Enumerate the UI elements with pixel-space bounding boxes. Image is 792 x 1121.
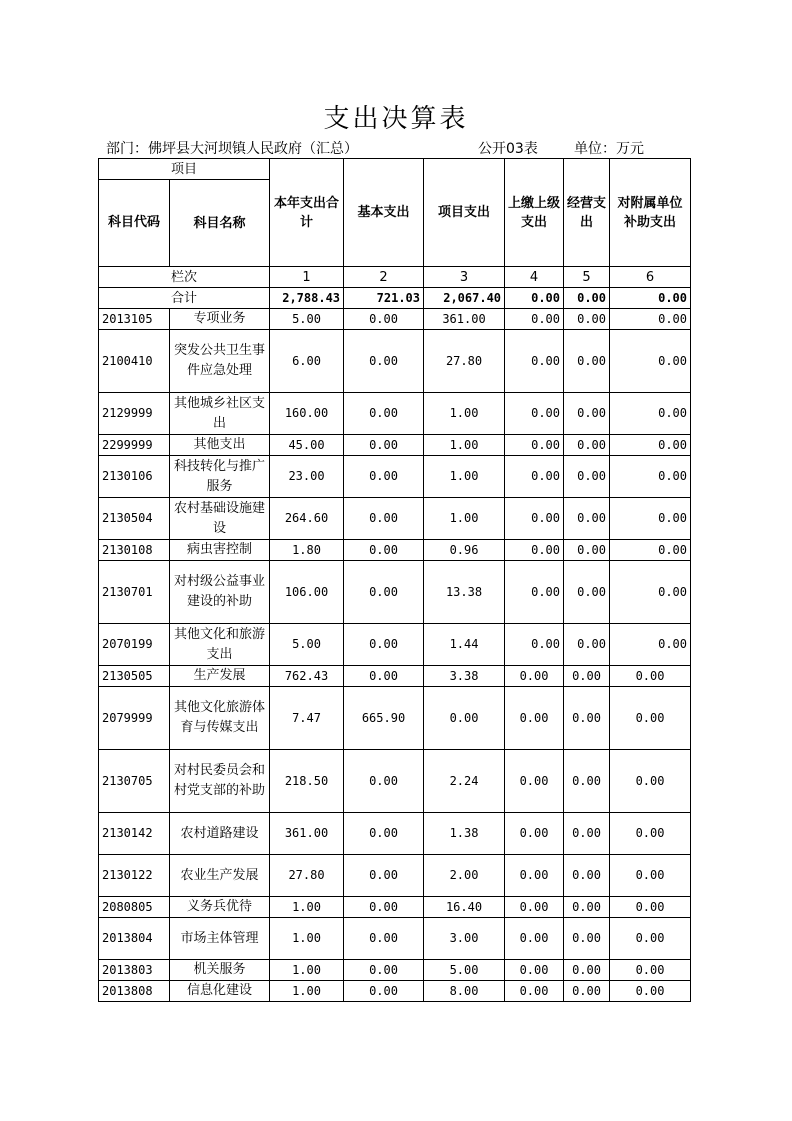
value-cell: 160.00 xyxy=(270,393,344,435)
value-cell: 1.00 xyxy=(270,918,344,960)
value-cell: 0.00 xyxy=(344,561,424,624)
value-cell: 1.00 xyxy=(424,498,505,540)
total-value: 2,067.40 xyxy=(424,288,505,309)
subject-name: 对村民委员会和村党支部的补助 xyxy=(170,750,270,813)
value-cell: 0.00 xyxy=(564,687,610,750)
subject-code: 2070199 xyxy=(99,624,170,666)
subject-name: 义务兵优待 xyxy=(170,897,270,918)
subject-code: 2013803 xyxy=(99,960,170,981)
value-cell: 0.00 xyxy=(610,687,691,750)
index-row xyxy=(99,267,691,288)
subject-code: 2130122 xyxy=(99,855,170,897)
value-cell: 0.00 xyxy=(564,561,610,624)
value-cell: 0.00 xyxy=(564,309,610,330)
subject-name: 农业生产发展 xyxy=(170,855,270,897)
total-header: 本年支出合计 xyxy=(270,159,344,267)
basic-header: 基本支出 xyxy=(344,159,424,267)
total-row xyxy=(99,288,691,309)
value-cell: 5.00 xyxy=(270,624,344,666)
subject-code: 2130505 xyxy=(99,666,170,687)
subject-code: 2130701 xyxy=(99,561,170,624)
value-cell: 0.00 xyxy=(564,855,610,897)
value-cell: 0.00 xyxy=(564,624,610,666)
table-row xyxy=(99,456,691,498)
subject-code: 2130142 xyxy=(99,813,170,855)
value-cell: 3.38 xyxy=(424,666,505,687)
index-num: 6 xyxy=(610,267,691,288)
value-cell: 16.40 xyxy=(424,897,505,918)
table-row xyxy=(99,540,691,561)
value-cell: 0.00 xyxy=(505,750,564,813)
value-cell: 0.00 xyxy=(610,330,691,393)
value-cell: 0.00 xyxy=(610,435,691,456)
value-cell: 27.80 xyxy=(424,330,505,393)
value-cell: 0.00 xyxy=(505,960,564,981)
total-value: 0.00 xyxy=(610,288,691,309)
value-cell: 0.00 xyxy=(505,687,564,750)
subject-name: 对村级公益事业建设的补助 xyxy=(170,561,270,624)
value-cell: 3.00 xyxy=(424,918,505,960)
value-cell: 0.00 xyxy=(505,309,564,330)
value-cell: 0.00 xyxy=(610,855,691,897)
value-cell: 0.00 xyxy=(564,393,610,435)
value-cell: 0.00 xyxy=(610,498,691,540)
value-cell: 0.00 xyxy=(344,813,424,855)
value-cell: 0.00 xyxy=(424,687,505,750)
value-cell: 1.00 xyxy=(270,981,344,1002)
value-cell: 0.00 xyxy=(564,435,610,456)
index-label: 栏次 xyxy=(99,267,270,288)
subject-name: 市场主体管理 xyxy=(170,918,270,960)
table-row xyxy=(99,330,691,393)
value-cell: 0.00 xyxy=(564,813,610,855)
table-row xyxy=(99,813,691,855)
subject-name: 其他城乡社区支出 xyxy=(170,393,270,435)
value-cell: 0.00 xyxy=(505,981,564,1002)
value-cell: 0.00 xyxy=(505,456,564,498)
value-cell: 0.00 xyxy=(505,666,564,687)
value-cell: 218.50 xyxy=(270,750,344,813)
value-cell: 0.00 xyxy=(564,540,610,561)
total-value: 0.00 xyxy=(505,288,564,309)
subject-code: 2100410 xyxy=(99,330,170,393)
index-num: 1 xyxy=(270,267,344,288)
table-row xyxy=(99,624,691,666)
value-cell: 0.00 xyxy=(344,393,424,435)
value-cell: 0.00 xyxy=(344,897,424,918)
value-cell: 762.43 xyxy=(270,666,344,687)
code-header: 科目代码 xyxy=(99,180,170,267)
table-body xyxy=(99,309,691,1002)
value-cell: 0.00 xyxy=(610,813,691,855)
value-cell: 27.80 xyxy=(270,855,344,897)
value-cell: 0.00 xyxy=(344,498,424,540)
value-cell: 1.44 xyxy=(424,624,505,666)
value-cell: 0.00 xyxy=(344,981,424,1002)
subject-name: 其他文化和旅游支出 xyxy=(170,624,270,666)
value-cell: 1.80 xyxy=(270,540,344,561)
form-number: 公开03表 xyxy=(478,141,538,157)
value-cell: 361.00 xyxy=(270,813,344,855)
subject-code: 2013808 xyxy=(99,981,170,1002)
value-cell: 2.00 xyxy=(424,855,505,897)
total-label: 合计 xyxy=(99,288,270,309)
value-cell: 8.00 xyxy=(424,981,505,1002)
value-cell: 0.00 xyxy=(610,981,691,1002)
value-cell: 0.00 xyxy=(564,897,610,918)
value-cell: 0.00 xyxy=(610,750,691,813)
subject-name: 机关服务 xyxy=(170,960,270,981)
subject-name: 专项业务 xyxy=(170,309,270,330)
value-cell: 1.38 xyxy=(424,813,505,855)
table-row xyxy=(99,666,691,687)
value-cell: 0.00 xyxy=(505,540,564,561)
table-row xyxy=(99,435,691,456)
value-cell: 0.00 xyxy=(344,330,424,393)
value-cell: 0.00 xyxy=(344,666,424,687)
value-cell: 0.00 xyxy=(564,498,610,540)
value-cell: 0.00 xyxy=(610,309,691,330)
value-cell: 0.00 xyxy=(610,393,691,435)
subsidy-header: 对附属单位补助支出 xyxy=(610,159,691,267)
subject-code: 2130108 xyxy=(99,540,170,561)
value-cell: 0.00 xyxy=(610,897,691,918)
value-cell: 1.00 xyxy=(424,456,505,498)
project-header: 项目支出 xyxy=(424,159,505,267)
table-row xyxy=(99,918,691,960)
value-cell: 0.00 xyxy=(505,897,564,918)
table-row xyxy=(99,309,691,330)
value-cell: 0.00 xyxy=(344,456,424,498)
value-cell: 0.00 xyxy=(505,813,564,855)
subject-name: 其他文化旅游体育与传媒支出 xyxy=(170,687,270,750)
subject-name: 生产发展 xyxy=(170,666,270,687)
value-cell: 5.00 xyxy=(270,309,344,330)
table-row xyxy=(99,498,691,540)
value-cell: 2.24 xyxy=(424,750,505,813)
subject-name: 信息化建设 xyxy=(170,981,270,1002)
business-header: 经营支出 xyxy=(564,159,610,267)
value-cell: 0.00 xyxy=(344,855,424,897)
value-cell: 6.00 xyxy=(270,330,344,393)
total-value: 2,788.43 xyxy=(270,288,344,309)
page-title: 支出决算表 xyxy=(323,104,469,134)
table-row xyxy=(99,561,691,624)
index-num: 4 xyxy=(505,267,564,288)
value-cell: 0.00 xyxy=(564,666,610,687)
table-row xyxy=(99,897,691,918)
subject-name: 突发公共卫生事件应急处理 xyxy=(170,330,270,393)
item-group-header: 项目 xyxy=(99,159,270,180)
value-cell: 0.00 xyxy=(564,918,610,960)
value-cell: 106.00 xyxy=(270,561,344,624)
remit-header: 上缴上级支出 xyxy=(505,159,564,267)
subject-name: 病虫害控制 xyxy=(170,540,270,561)
table-row xyxy=(99,393,691,435)
value-cell: 0.00 xyxy=(344,750,424,813)
subject-code: 2080805 xyxy=(99,897,170,918)
value-cell: 23.00 xyxy=(270,456,344,498)
value-cell: 0.00 xyxy=(610,960,691,981)
value-cell: 0.00 xyxy=(564,456,610,498)
total-value: 0.00 xyxy=(564,288,610,309)
table-row xyxy=(99,855,691,897)
unit-label: 单位：万元 xyxy=(574,141,644,157)
value-cell: 0.00 xyxy=(610,624,691,666)
value-cell: 0.00 xyxy=(505,855,564,897)
value-cell: 1.00 xyxy=(270,897,344,918)
value-cell: 0.00 xyxy=(505,330,564,393)
value-cell: 0.00 xyxy=(505,918,564,960)
subject-code: 2013105 xyxy=(99,309,170,330)
value-cell: 0.00 xyxy=(610,456,691,498)
subject-code: 2299999 xyxy=(99,435,170,456)
value-cell: 665.90 xyxy=(344,687,424,750)
value-cell: 13.38 xyxy=(424,561,505,624)
value-cell: 0.00 xyxy=(610,666,691,687)
table-row xyxy=(99,750,691,813)
value-cell: 45.00 xyxy=(270,435,344,456)
name-header: 科目名称 xyxy=(170,180,270,267)
value-cell: 1.00 xyxy=(424,393,505,435)
value-cell: 0.00 xyxy=(344,309,424,330)
index-num: 5 xyxy=(564,267,610,288)
value-cell: 0.00 xyxy=(344,435,424,456)
value-cell: 0.00 xyxy=(564,330,610,393)
value-cell: 5.00 xyxy=(424,960,505,981)
subject-name: 科技转化与推广服务 xyxy=(170,456,270,498)
value-cell: 0.00 xyxy=(610,918,691,960)
subject-code: 2079999 xyxy=(99,687,170,750)
subject-code: 2130106 xyxy=(99,456,170,498)
value-cell: 1.00 xyxy=(424,435,505,456)
table-row xyxy=(99,687,691,750)
value-cell: 0.00 xyxy=(505,498,564,540)
expenditure-table xyxy=(98,158,691,1002)
subject-code: 2130504 xyxy=(99,498,170,540)
value-cell: 0.00 xyxy=(564,981,610,1002)
value-cell: 0.00 xyxy=(610,540,691,561)
value-cell: 264.60 xyxy=(270,498,344,540)
index-num: 2 xyxy=(344,267,424,288)
department-label: 部门：佛坪县大河坝镇人民政府（汇总） xyxy=(106,141,358,157)
value-cell: 0.00 xyxy=(610,561,691,624)
value-cell: 7.47 xyxy=(270,687,344,750)
subject-code: 2130705 xyxy=(99,750,170,813)
total-value: 721.03 xyxy=(344,288,424,309)
subject-name: 农村基础设施建设 xyxy=(170,498,270,540)
value-cell: 0.00 xyxy=(564,750,610,813)
value-cell: 0.00 xyxy=(344,540,424,561)
subject-name: 其他支出 xyxy=(170,435,270,456)
value-cell: 361.00 xyxy=(424,309,505,330)
table-row xyxy=(99,960,691,981)
value-cell: 0.96 xyxy=(424,540,505,561)
value-cell: 0.00 xyxy=(344,960,424,981)
subject-name: 农村道路建设 xyxy=(170,813,270,855)
table-row xyxy=(99,981,691,1002)
subject-code: 2013804 xyxy=(99,918,170,960)
subject-code: 2129999 xyxy=(99,393,170,435)
value-cell: 0.00 xyxy=(505,393,564,435)
value-cell: 1.00 xyxy=(270,960,344,981)
value-cell: 0.00 xyxy=(344,624,424,666)
value-cell: 0.00 xyxy=(505,435,564,456)
index-num: 3 xyxy=(424,267,505,288)
value-cell: 0.00 xyxy=(564,960,610,981)
value-cell: 0.00 xyxy=(505,561,564,624)
value-cell: 0.00 xyxy=(344,918,424,960)
value-cell: 0.00 xyxy=(505,624,564,666)
